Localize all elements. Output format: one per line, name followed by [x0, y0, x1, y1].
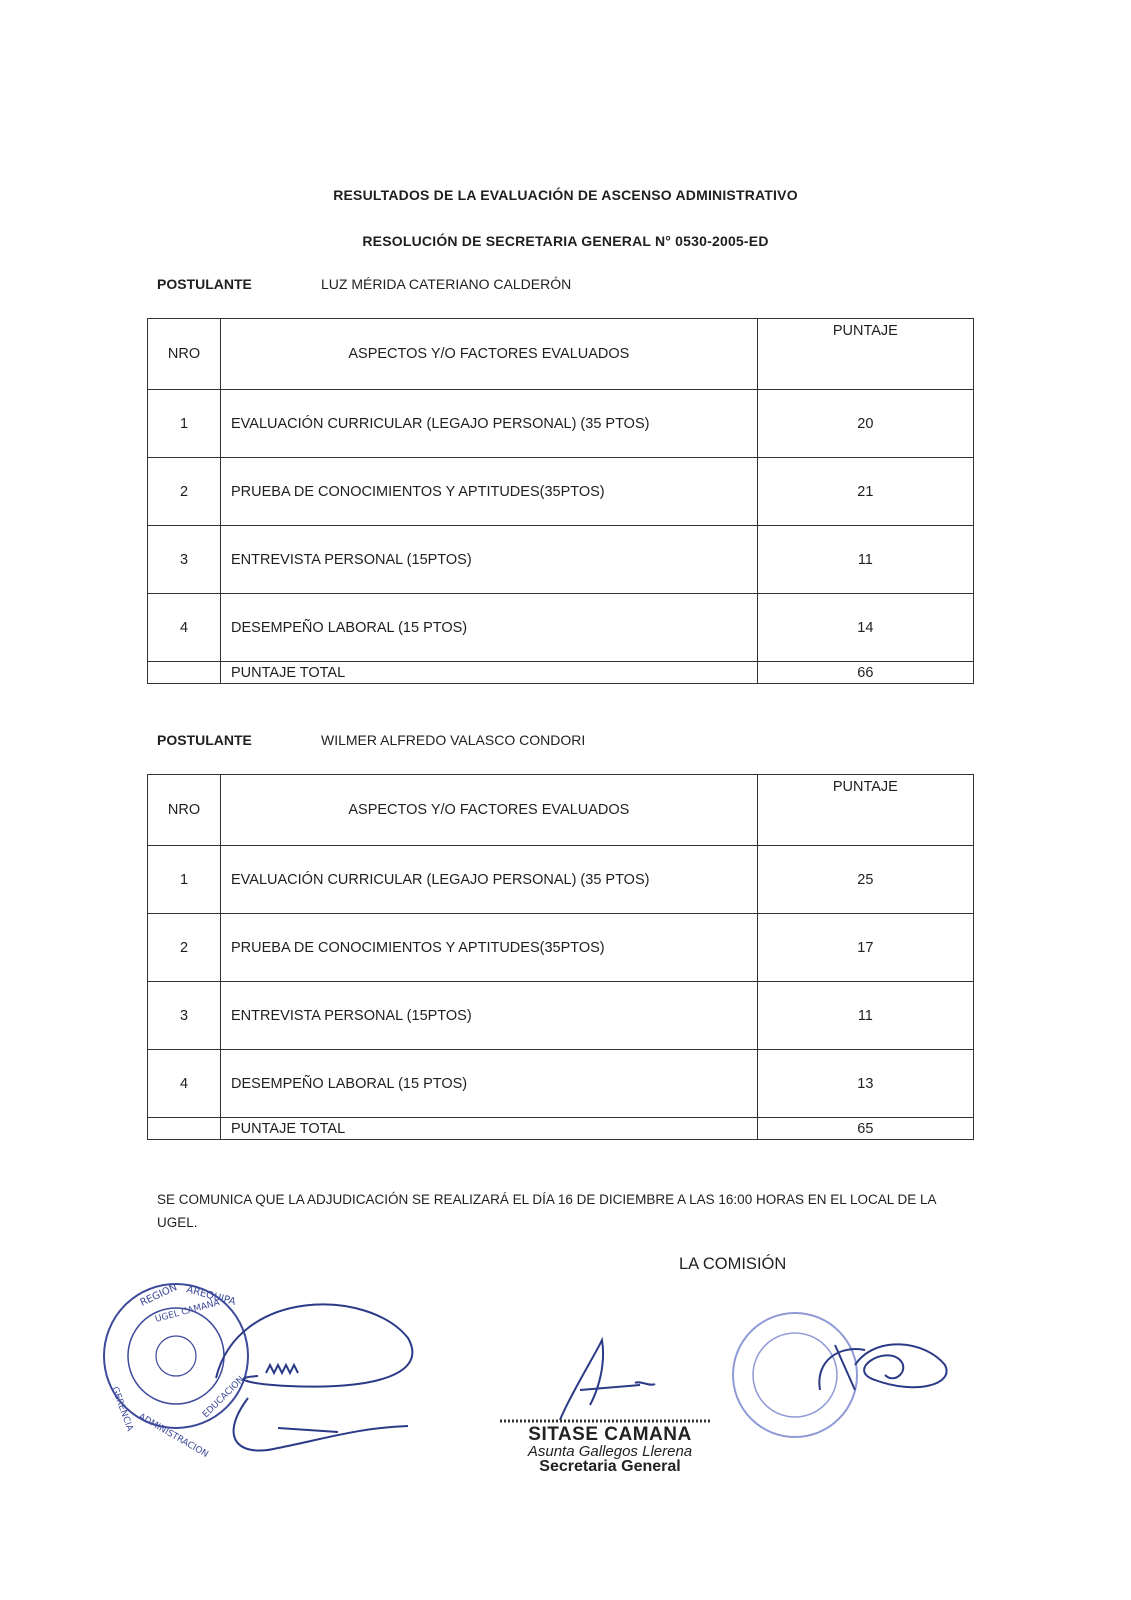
table-row	[148, 526, 974, 594]
total-score: 66	[757, 662, 973, 684]
total-empty-cell	[148, 662, 221, 684]
applicant-name: LUZ MÉRIDA CATERIANO CALDERÓN	[321, 276, 572, 292]
stamp-organization: SITASE CAMANA	[528, 1424, 692, 1445]
svg-text:GERENCIA: GERENCIA	[109, 1385, 135, 1433]
row-number: 4	[148, 1050, 221, 1118]
row-number: 1	[148, 390, 221, 458]
column-header-score: PUNTAJE	[757, 319, 973, 390]
table-row	[148, 390, 974, 458]
svg-text:EDUCACION: EDUCACION	[201, 1374, 247, 1421]
row-number: 3	[148, 982, 221, 1050]
applicant-name: WILMER ALFREDO VALASCO CONDORI	[321, 732, 586, 748]
stamp-role: Secretaria General	[539, 1458, 681, 1475]
svg-text:UGEL CAMANA: UGEL CAMANA	[154, 1298, 221, 1325]
row-number: 3	[148, 526, 221, 594]
right-signature-stroke	[819, 1344, 946, 1390]
svg-text:REGION: REGION	[138, 1282, 179, 1309]
row-score: 11	[757, 526, 973, 594]
total-label: PUNTAJE TOTAL	[221, 1118, 758, 1140]
table-row	[148, 846, 974, 914]
applicant-label: POSTULANTE	[157, 732, 252, 748]
row-score: 20	[757, 390, 973, 458]
resolution-number: RESOLUCIÓN DE SECRETARIA GENERAL N° 0530-2005-ED	[362, 233, 769, 249]
secretary-signature	[540, 1335, 670, 1425]
row-score: 14	[757, 594, 973, 662]
row-aspect: PRUEBA DE CONOCIMIENTOS Y APTITUDES(35PTOS)	[221, 458, 758, 526]
row-score: 13	[757, 1050, 973, 1118]
row-aspect: DESEMPEÑO LABORAL (15 PTOS)	[221, 594, 758, 662]
svg-text:ADMINISTRACION: ADMINISTRACION	[136, 1411, 210, 1460]
table-row	[148, 982, 974, 1050]
document-title: RESULTADOS DE LA EVALUACIÓN DE ASCENSO ADMINISTRATIVO	[333, 187, 798, 203]
column-header-nro: NRO	[148, 775, 221, 846]
row-score: 25	[757, 846, 973, 914]
row-number: 2	[148, 914, 221, 982]
row-score: 11	[757, 982, 973, 1050]
row-aspect: DESEMPEÑO LABORAL (15 PTOS)	[221, 1050, 758, 1118]
score-table	[147, 318, 974, 684]
total-row	[148, 1118, 974, 1140]
row-aspect: ENTREVISTA PERSONAL (15PTOS)	[221, 526, 758, 594]
stamp-person-name: Asunta Gallegos Llerena	[527, 1443, 693, 1460]
score-table	[147, 774, 974, 1140]
row-number: 1	[148, 846, 221, 914]
total-label: PUNTAJE TOTAL	[221, 662, 758, 684]
table-row	[148, 1050, 974, 1118]
table-row	[148, 594, 974, 662]
row-number: 2	[148, 458, 221, 526]
row-aspect: EVALUACIÓN CURRICULAR (LEGAJO PERSONAL) (35 PTOS)	[221, 846, 758, 914]
total-score: 65	[757, 1118, 973, 1140]
row-number: 4	[148, 594, 221, 662]
table-row	[148, 458, 974, 526]
faded-official-seal	[725, 1305, 955, 1455]
applicant-label: POSTULANTE	[157, 276, 252, 292]
column-header-aspects: ASPECTOS Y/O FACTORES EVALUADOS	[221, 319, 758, 390]
signature-stroke	[216, 1304, 412, 1450]
row-aspect: EVALUACIÓN CURRICULAR (LEGAJO PERSONAL) (35 PTOS)	[221, 390, 758, 458]
table-row	[148, 914, 974, 982]
column-header-aspects: ASPECTOS Y/O FACTORES EVALUADOS	[221, 775, 758, 846]
sitase-stamp	[490, 1425, 730, 1475]
row-aspect: ENTREVISTA PERSONAL (15PTOS)	[221, 982, 758, 1050]
adjudication-notice: SE COMUNICA QUE LA ADJUDICACIÓN SE REALIZARÁ EL DÍA 16 DE DICIEMBRE A LAS 16:00 HORAS EN EL LOCAL DE LA UGEL.	[157, 1192, 936, 1230]
total-row	[148, 662, 974, 684]
total-empty-cell	[148, 1118, 221, 1140]
column-header-score: PUNTAJE	[757, 775, 973, 846]
ugel-official-seal	[98, 1278, 428, 1478]
commission-signoff: LA COMISIÓN	[679, 1255, 787, 1273]
table-header-row	[148, 775, 974, 846]
row-score: 21	[757, 458, 973, 526]
row-aspect: PRUEBA DE CONOCIMIENTOS Y APTITUDES(35PTOS)	[221, 914, 758, 982]
column-header-nro: NRO	[148, 319, 221, 390]
svg-text:AREQUIPA: AREQUIPA	[185, 1284, 237, 1308]
table-header-row	[148, 319, 974, 390]
row-score: 17	[757, 914, 973, 982]
